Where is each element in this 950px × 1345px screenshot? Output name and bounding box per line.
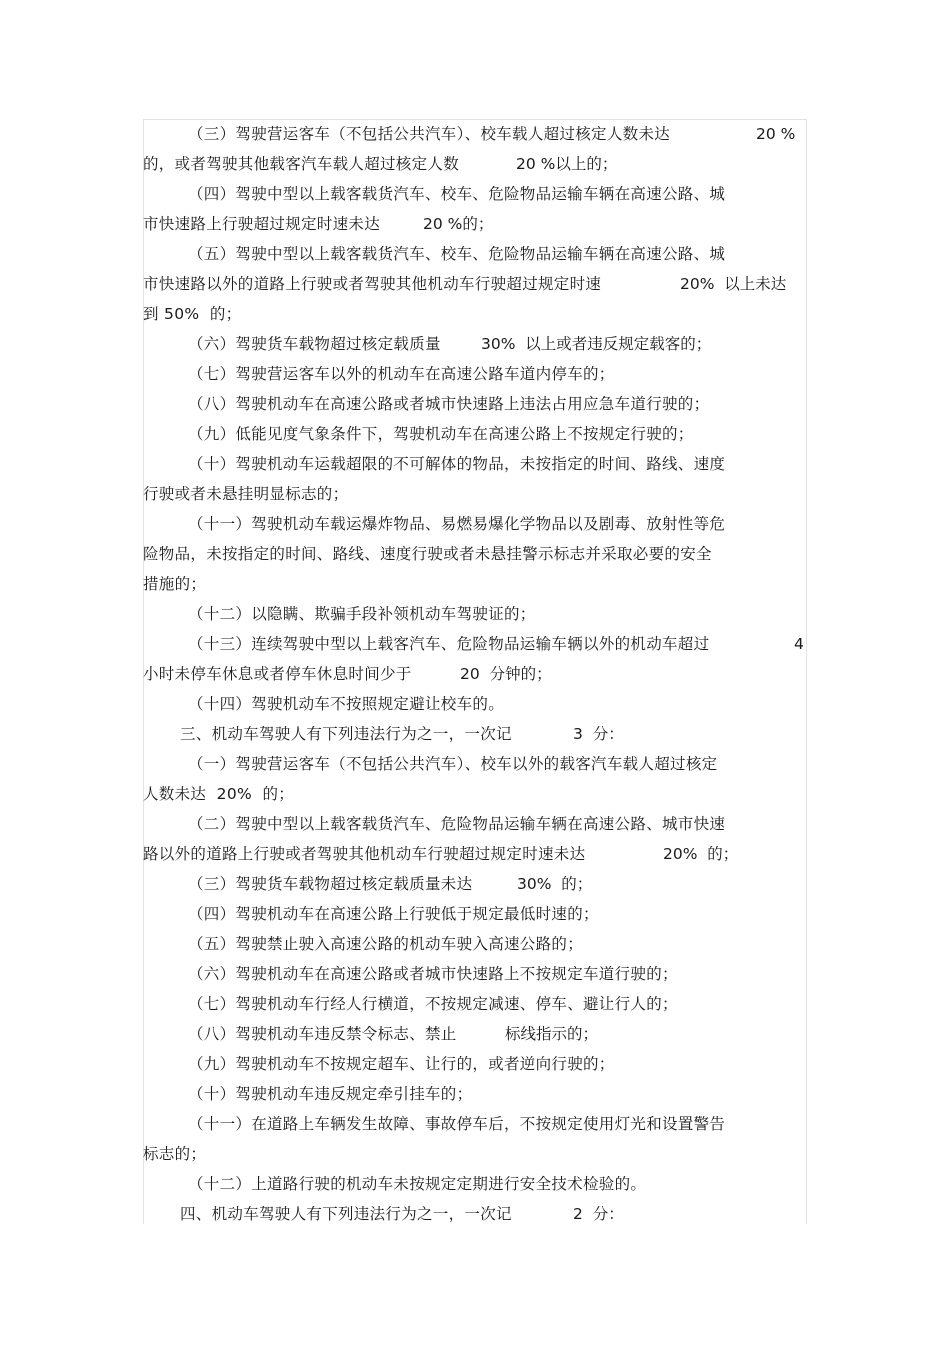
text-line: 人数未达 20% 的； xyxy=(143,785,295,803)
text-line: （十四）驾驶机动车不按照规定避让校车的。 xyxy=(188,695,505,713)
text-line-number: 2 分： xyxy=(573,1205,624,1223)
text-line: 措施的； xyxy=(143,575,207,593)
text-line-number: 20 分钟的； xyxy=(460,665,552,683)
text-line: （七）驾驶营运客车以外的机动车在高速公路车道内停车的； xyxy=(188,365,615,383)
text-line: （三）驾驶货车载物超过核定载质量未达 xyxy=(188,875,473,893)
text-line: （七）驾驶机动车行经人行横道，不按规定减速、停车、避让行人的； xyxy=(188,995,678,1013)
text-line: （十一）在道路上车辆发生故障、事故停车后，不按规定使用灯光和设置警告 xyxy=(188,1115,726,1133)
text-line: （十二）以隐瞒、欺骗手段补领机动车驾驶证的； xyxy=(188,605,536,623)
text-line: （八）驾驶机动车在高速公路或者城市快速路上违法占用应急车道行驶的； xyxy=(188,395,710,413)
text-line: 到 50% 的； xyxy=(143,305,242,323)
text-line: （四）驾驶机动车在高速公路上行驶低于规定最低时速的； xyxy=(188,905,599,923)
text-line: 标志的； xyxy=(143,1145,207,1163)
text-line: （十一）驾驶机动车载运爆炸物品、易燃易爆化学物品以及剧毒、放射性等危 xyxy=(188,515,726,533)
text-line-number: 30% 以上或者违反规定载客的； xyxy=(481,335,712,353)
text-line: （十）驾驶机动车违反规定牵引挂车的； xyxy=(188,1085,473,1103)
text-line: 四、机动车驾驶人有下列违法行为之一，一次记 xyxy=(180,1205,512,1223)
text-line-number: 20 %的； xyxy=(423,215,494,233)
text-line: （六）驾驶货车载物超过核定载质量 xyxy=(188,335,441,353)
text-line: （六）驾驶机动车在高速公路或者城市快速路上不按规定车道行驶的； xyxy=(188,965,678,983)
text-line-number: 20 %以上的； xyxy=(516,155,618,173)
text-line-number: 20% 的； xyxy=(663,845,739,863)
text-line: （四）驾驶中型以上载客载货汽车、校车、危险物品运输车辆在高速公路、城 xyxy=(188,185,726,203)
text-line: （二）驾驶中型以上载客载货汽车、危险物品运输车辆在高速公路、城市快速 xyxy=(188,815,726,833)
text-line: 险物品，未按指定的时间、路线、速度行驶或者未悬挂警示标志并采取必要的安全 xyxy=(143,545,712,563)
text-line: （三）驾驶营运客车（不包括公共汽车）、校车载人超过核定人数未达 xyxy=(188,125,671,143)
text-line: （五）驾驶中型以上载客载货汽车、校车、危险物品运输车辆在高速公路、城 xyxy=(188,245,726,263)
text-line: 路以外的道路上行驶或者驾驶其他机动车行驶超过规定时速未达 xyxy=(143,845,586,863)
text-line: （五）驾驶禁止驶入高速公路的机动车驶入高速公路的； xyxy=(188,935,584,953)
text-line: （一）驾驶营运客车（不包括公共汽车）、校车以外的载客汽车载人超过核定 xyxy=(188,755,718,773)
text-line: （十）驾驶机动车运载超限的不可解体的物品，未按指定的时间、路线、速度 xyxy=(188,455,726,473)
text-line: 行驶或者未悬挂明显标志的； xyxy=(143,485,349,503)
text-line-number: 20 % xyxy=(756,125,796,143)
text-line-number: 20% 以上未达 xyxy=(680,275,787,293)
text-line: （十三）连续驾驶中型以上载客汽车、危险物品运输车辆以外的机动车超过 xyxy=(188,635,710,653)
text-line-number: 标线指示的； xyxy=(505,1025,599,1043)
text-line-number: 30% 的； xyxy=(517,875,593,893)
text-line: 市快速路以外的道路上行驶或者驾驶其他机动车行驶超过规定时速 xyxy=(143,275,602,293)
text-line-number: 3 分： xyxy=(573,725,624,743)
text-line: （十二）上道路行驶的机动车未按规定定期进行安全技术检验的。 xyxy=(188,1175,647,1193)
text-line: 三、机动车驾驶人有下列违法行为之一，一次记 xyxy=(180,725,512,743)
text-line: （九）驾驶机动车不按规定超车、让行的，或者逆向行驶的； xyxy=(188,1055,615,1073)
text-line-number: 4 xyxy=(794,635,804,653)
text-line: 的，或者驾驶其他载客汽车载人超过核定人数 xyxy=(143,155,460,173)
text-line: （八）驾驶机动车违反禁令标志、禁止 xyxy=(188,1025,457,1043)
text-line: 小时未停车休息或者停车休息时间少于 xyxy=(143,665,412,683)
text-line: 市快速路上行驶超过规定时速未达 xyxy=(143,215,381,233)
text-line: （九）低能见度气象条件下，驾驶机动车在高速公路上不按规定行驶的； xyxy=(188,425,694,443)
